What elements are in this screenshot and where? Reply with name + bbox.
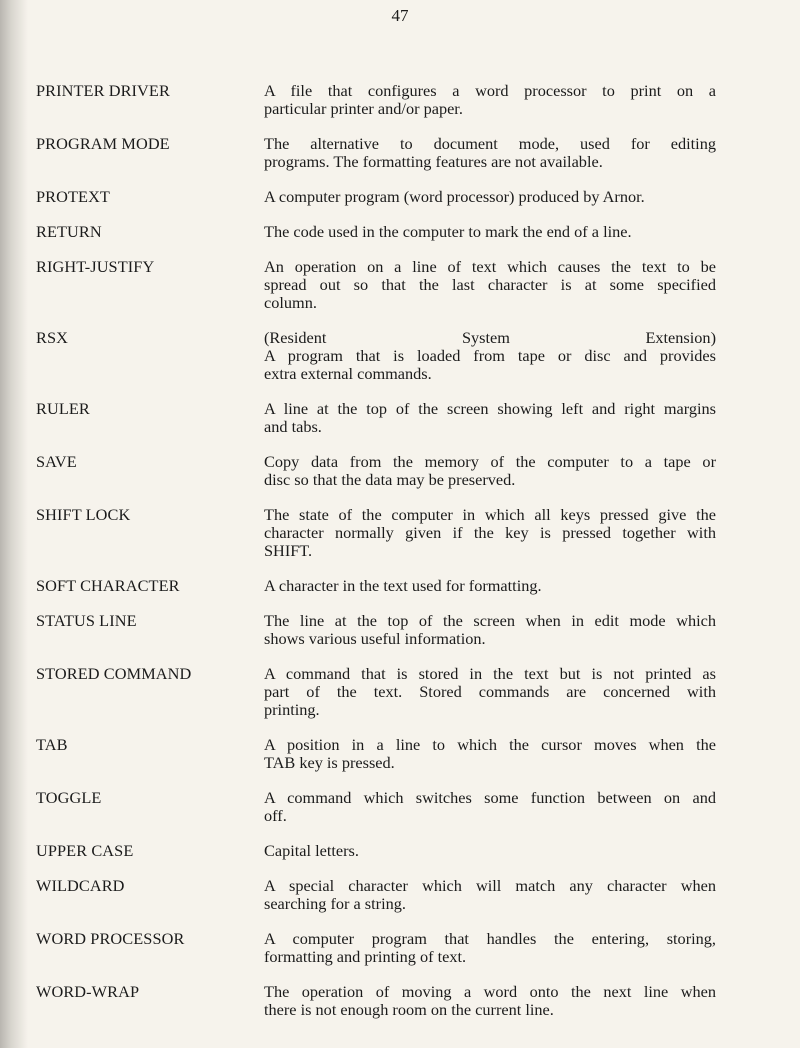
definition-line: A command that is stored in the text but is not printed as (264, 664, 716, 683)
glossary-entry (36, 329, 716, 383)
glossary-definition (264, 612, 716, 648)
binding-shadow (0, 0, 28, 1048)
definition-line: programs. The formatting features are not available. (264, 152, 603, 171)
definition-line: An operation on a line of text which causes the text to be (264, 257, 716, 276)
glossary-term: PROGRAM MODE (36, 134, 170, 153)
definition-line: A line at the top of the screen showing left and right margins (264, 399, 716, 418)
glossary-term: PRINTER DRIVER (36, 81, 170, 100)
definition-line: (Resident System Extension) (264, 328, 716, 347)
glossary-definition (264, 223, 716, 241)
definition-line: A position in a line to which the cursor moves when the (264, 735, 716, 754)
glossary-term: SHIFT LOCK (36, 505, 131, 524)
definition-line: character normally given if the key is pressed together with (264, 523, 716, 542)
definition-line: A command which switches some function between on and (264, 788, 716, 807)
definition-line: part of the text. Stored commands are concerned with (264, 682, 716, 701)
glossary-definition (264, 665, 716, 719)
glossary-term: SOFT CHARACTER (36, 576, 180, 595)
glossary-term: TOGGLE (36, 788, 102, 807)
definition-line: A file that configures a word processor to print on a (264, 81, 716, 100)
glossary-entry (36, 842, 716, 860)
definition-line: Capital letters. (264, 841, 359, 860)
glossary (36, 82, 716, 1036)
definition-line: shows various useful information. (264, 629, 486, 648)
definition-line: searching for a string. (264, 894, 406, 913)
glossary-entry (36, 82, 716, 118)
glossary-term: STORED COMMAND (36, 664, 192, 683)
definition-line: off. (264, 806, 287, 825)
definition-line: formatting and printing of text. (264, 947, 467, 966)
definition-line: and tabs. (264, 417, 322, 436)
glossary-entry (36, 577, 716, 595)
definition-line: A computer program that handles the entering, storing, (264, 929, 716, 948)
glossary-definition (264, 842, 716, 860)
glossary-entry (36, 506, 716, 560)
glossary-term: WORD-WRAP (36, 982, 140, 1001)
glossary-term: TAB (36, 735, 68, 754)
glossary-definition (264, 736, 716, 772)
definition-line: A character in the text used for formatting. (264, 576, 542, 595)
glossary-entry (36, 736, 716, 772)
glossary-entry (36, 188, 716, 206)
definition-line: extra external commands. (264, 364, 432, 383)
glossary-definition (264, 453, 716, 489)
definition-line: TAB key is pressed. (264, 753, 395, 772)
glossary-definition (264, 258, 716, 312)
glossary-definition (264, 930, 716, 966)
glossary-entry (36, 877, 716, 913)
glossary-definition (264, 82, 716, 118)
glossary-entry (36, 665, 716, 719)
definition-line: The line at the top of the screen when in edit mode which (264, 611, 716, 630)
glossary-term: RETURN (36, 222, 102, 241)
glossary-term: STATUS LINE (36, 611, 137, 630)
glossary-term: UPPER CASE (36, 841, 134, 860)
definition-line: there is not enough room on the current line. (264, 1000, 554, 1019)
definition-line: spread out so that the last character is at some specified (264, 275, 716, 294)
glossary-entry (36, 223, 716, 241)
definition-line: The code used in the computer to mark the end of a line. (264, 222, 632, 241)
glossary-entry (36, 612, 716, 648)
glossary-definition (264, 400, 716, 436)
glossary-entry (36, 400, 716, 436)
definition-line: SHIFT. (264, 541, 313, 560)
glossary-definition (264, 135, 716, 171)
glossary-term: SAVE (36, 452, 77, 471)
glossary-entry (36, 135, 716, 171)
glossary-definition (264, 789, 716, 825)
glossary-term: RSX (36, 328, 68, 347)
definition-line: disc so that the data may be preserved. (264, 470, 516, 489)
glossary-term: WILDCARD (36, 876, 125, 895)
glossary-definition (264, 577, 716, 595)
definition-line: particular printer and/or paper. (264, 99, 463, 118)
definition-line: The operation of moving a word onto the next line when (264, 982, 716, 1001)
definition-line: A computer program (word processor) produced by Arnor. (264, 187, 645, 206)
definition-line: The alternative to document mode, used for editing (264, 134, 716, 153)
definition-line: Copy data from the memory of the computer to a tape or (264, 452, 716, 471)
glossary-term: RIGHT-JUSTIFY (36, 257, 155, 276)
glossary-term: WORD PROCESSOR (36, 929, 185, 948)
glossary-definition (264, 329, 716, 383)
definition-line: printing. (264, 700, 320, 719)
glossary-entry (36, 453, 716, 489)
definition-line: column. (264, 293, 317, 312)
definition-line: The state of the computer in which all keys pressed give the (264, 505, 716, 524)
glossary-entry (36, 983, 716, 1019)
page-number: 47 (391, 6, 409, 25)
glossary-entry (36, 258, 716, 312)
glossary-definition (264, 188, 716, 206)
glossary-term: PROTEXT (36, 187, 110, 206)
glossary-term: RULER (36, 399, 90, 418)
glossary-definition (264, 877, 716, 913)
definition-line: A special character which will match any character when (264, 876, 716, 895)
glossary-definition (264, 506, 716, 560)
glossary-entry (36, 789, 716, 825)
glossary-entry (36, 930, 716, 966)
definition-line: A program that is loaded from tape or disc and provides (264, 346, 716, 365)
glossary-definition (264, 983, 716, 1019)
